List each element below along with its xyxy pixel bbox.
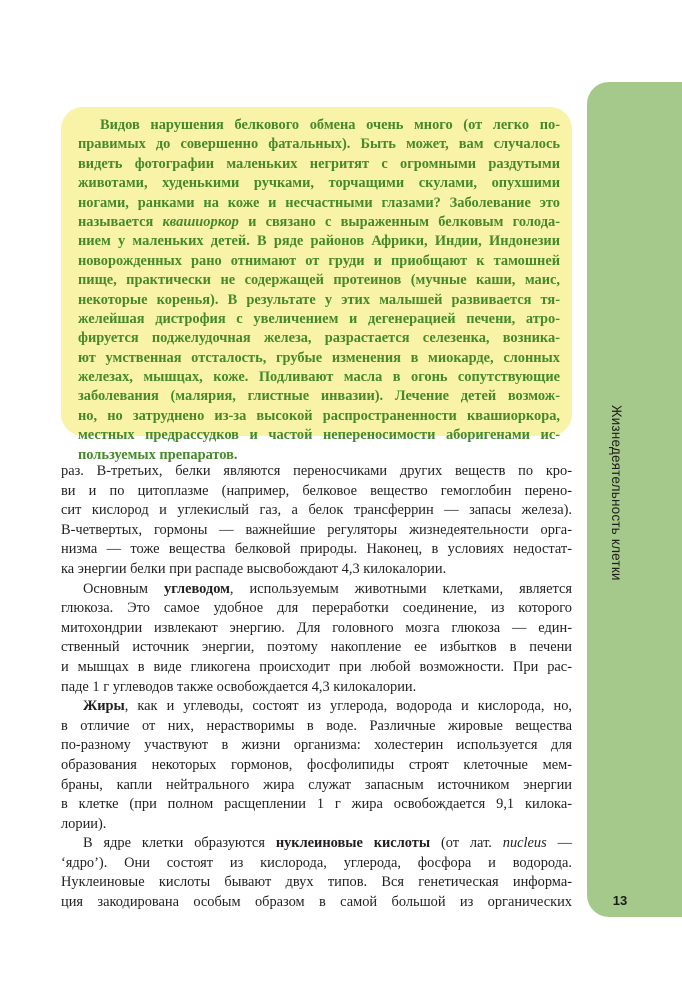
paragraph-line: в клетке (при полном расщеплении 1 г жира освобождается 9,1 килока- [61, 796, 572, 813]
callout-line: желейшая дистрофия с увеличением и дегенерацией печени, атро- [78, 310, 560, 327]
paragraph-line: Жиры, как и углеводы, состоят из углерода, водорода и кислорода, но, [83, 698, 572, 715]
paragraph-line: Основным углеводом, используемым животными клетками, является [83, 580, 572, 597]
body-text [61, 462, 572, 913]
callout-line: новорожденных рано отнимают от груди и приобщают к тамошней [78, 252, 560, 269]
term-fats: Жиры [83, 698, 125, 715]
callout-line: называется квашиоркор и связано с выраженным белковым голода- [78, 213, 560, 230]
callout-line: видеть фотографии маленьких негритят с огромными раздутыми [78, 155, 560, 172]
paragraph-line: ка энергии белки при распаде высвобождают 4,3 килокалории. [61, 560, 447, 577]
callout-line: местных предрассудков и частой непереносимости аборигенами ис- [78, 427, 560, 444]
paragraph-line: низма — тоже вещества белковой природы. Наконец, в условиях недостат- [61, 541, 572, 558]
paragraph-line: Нуклеиновые кислоты бывают двух типов. Вся генетическая информа- [61, 874, 572, 891]
chapter-title: Жизнедеятельность клетки [609, 405, 624, 581]
callout-line: железах, мышцах, коже. Подливают масла в огонь сопутствующие [78, 369, 560, 386]
paragraph-line: ‘ядро’). Они состоят из кислорода, углерода, фосфора и водорода. [61, 854, 572, 871]
callout-line: некоторые коренья). В результате у этих малышей развивается тя- [78, 291, 560, 308]
paragraph-line: В-четвертых, гормоны — важнейшие регуляторы жизнедеятельности орга- [61, 521, 572, 538]
paragraph-line: глюкоза. Это самое удобное для переработки соединение, из которого [61, 600, 572, 617]
paragraph-line: паде 1 г углеводов также освобождается 4,3 килокалории. [61, 678, 417, 695]
paragraph-line: ственный источник энергии, поэтому накопление ее избытков в печени [61, 639, 572, 656]
callout-line: животами, худенькими ручками, торчащими скулами, опухшими [78, 175, 560, 192]
paragraph-line: раз. В-третьих, белки являются переносчиками других веществ по кро- [61, 463, 572, 479]
callout-line: правимых до совершенно фатальных). Быть может, вам случалось [78, 136, 560, 153]
callout-text [78, 116, 560, 465]
callout-line: но, но затруднено из-за высокой распространенности квашиоркора, [78, 407, 560, 424]
term-kwashiorkor: квашиоркор [162, 213, 239, 230]
term-nucleic-acids: нуклеиновые кислоты [275, 835, 431, 852]
paragraph-line: митохондрии извлекают энергию. Для головного мозга глюкоза — един- [61, 619, 572, 636]
paragraph-line: образования некоторых гормонов, фосфолипиды строят клеточные мем- [61, 756, 572, 773]
callout-line: Видов нарушения белкового обмена очень много (от легко по- [100, 117, 560, 133]
paragraph-line: сит кислород и углекислый газ, а белок трансферрин — запасы железа). [61, 502, 572, 519]
paragraph-line: В ядре клетки образуются нуклеиновые кислоты (от лат. nucleus — [83, 835, 572, 852]
callout-line: ют умственная отсталость, грубые изменения в миокарде, слонных [78, 349, 560, 366]
callout-line: нием у маленьких детей. В ряде районов Африки, Индии, Индонезии [78, 233, 560, 250]
paragraph-line: ция закодирована особым образом в самой большой из органических [61, 894, 572, 911]
term-carbohydrate: углеводом [164, 580, 230, 597]
chapter-side-tab [587, 82, 682, 917]
callout-line: пользуемых препаратов. [78, 446, 238, 463]
paragraph-line: лории). [61, 815, 107, 832]
paragraph-line: ви и по цитоплазме (например, белковое вещество гемоглобин перено- [61, 482, 572, 499]
callout-line: заболевания (малярия, глистные инвазии). Лечение детей возмож- [78, 388, 560, 405]
page-number: 13 [612, 893, 628, 908]
callout-line: пище, практически не содержащей протеинов (мучные каши, маис, [78, 272, 560, 289]
term-nucleus: nucleus [502, 835, 547, 852]
paragraph-line: браны, капли нейтрального жира служат запасным источником энергии [61, 776, 572, 793]
paragraph-line: по-разному участвуют в жизни организма: холестерин используется для [61, 737, 572, 754]
paragraph-line: в отличие от них, нерастворимы в воде. Различные жировые вещества [61, 717, 572, 734]
paragraph-line: и мышцах в виде гликогена происходит при любой возможности. При рас- [61, 658, 572, 675]
callout-line: фируется поджелудочная железа, разрастается селезенка, возника- [78, 330, 560, 347]
callout-line: ногами, ранками на коже и несчастными глазами? Заболевание это [78, 194, 560, 211]
